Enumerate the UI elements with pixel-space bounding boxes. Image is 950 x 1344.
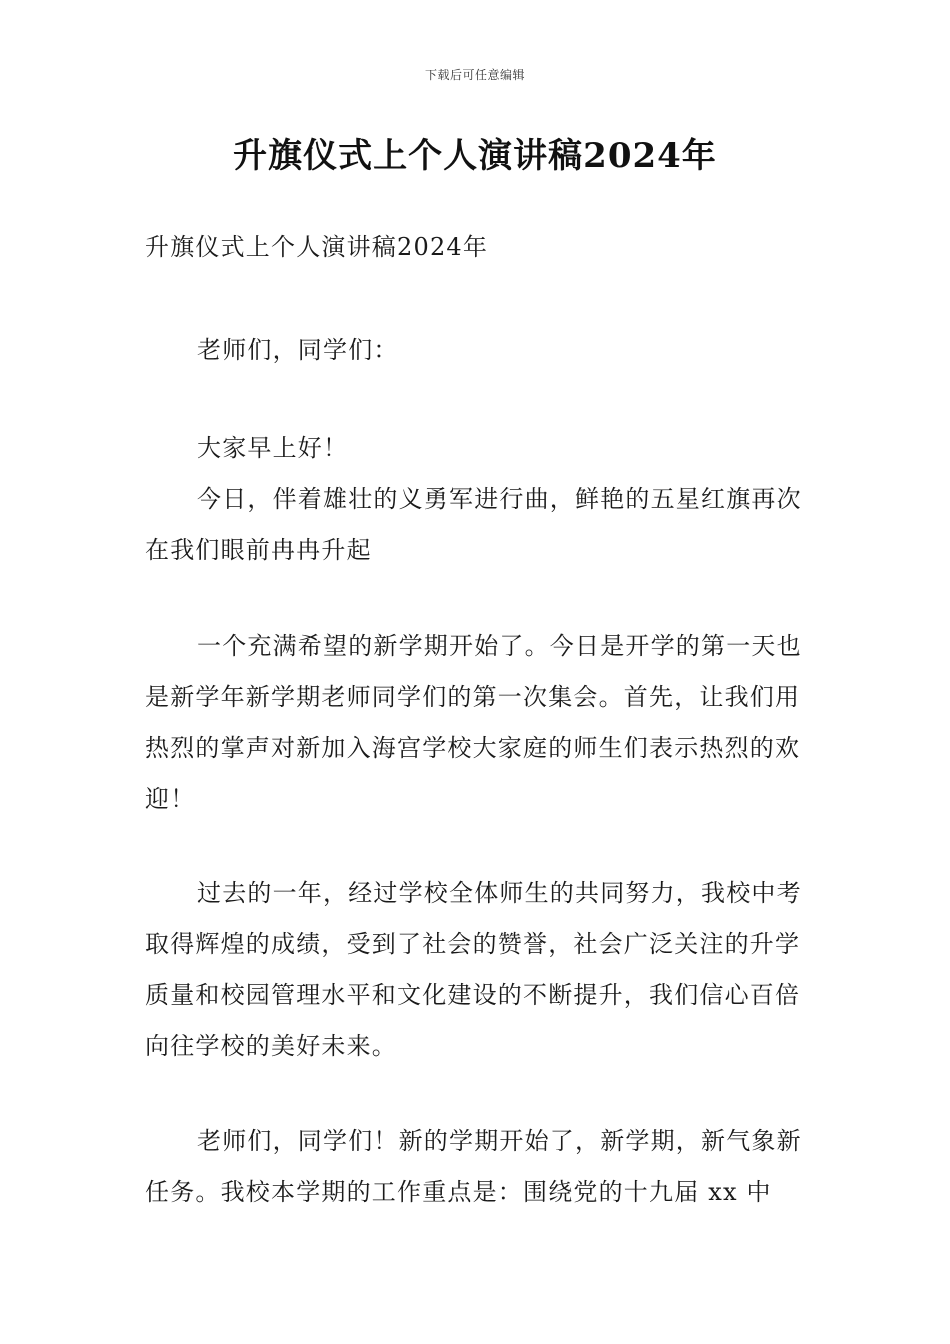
header-note: 下载后可任意编辑 [424,68,525,82]
document-title: 升旗仪式上个人演讲稿2024年 [233,136,717,176]
paragraph-work-focus: 老师们，同学们！新的学期开始了，新学期，新气象新任务。我校本学期的工作重点是：围绕党的十九届 xx 中 [145,1127,802,1206]
paragraph-flag: 今日，伴着雄壮的义勇军进行曲，鲜艳的五星红旗再次在我们眼前冉冉升起 [145,485,802,564]
paragraph-greeting: 老师们，同学们： [197,336,399,364]
paragraph-past-year: 过去的一年，经过学校全体师生的共同努力，我校中考取得辉煌的成绩，受到了社会的赞誉，社会广泛关注的升学质量和校园管理水平和文化建设的不断提升，我们信心百倍向往学校的美好未来。 [145,879,802,1060]
document-subtitle: 升旗仪式上个人演讲稿2024年 [145,233,489,261]
paragraph-new-term: 一个充满希望的新学期开始了。今日是开学的第一天也是新学年新学期老师同学们的第一次集会。首先，让我们用热烈的掌声对新加入海宫学校大家庭的师生们表示热烈的欢迎！ [145,632,802,813]
paragraph-morning: 大家早上好！ [197,434,349,462]
